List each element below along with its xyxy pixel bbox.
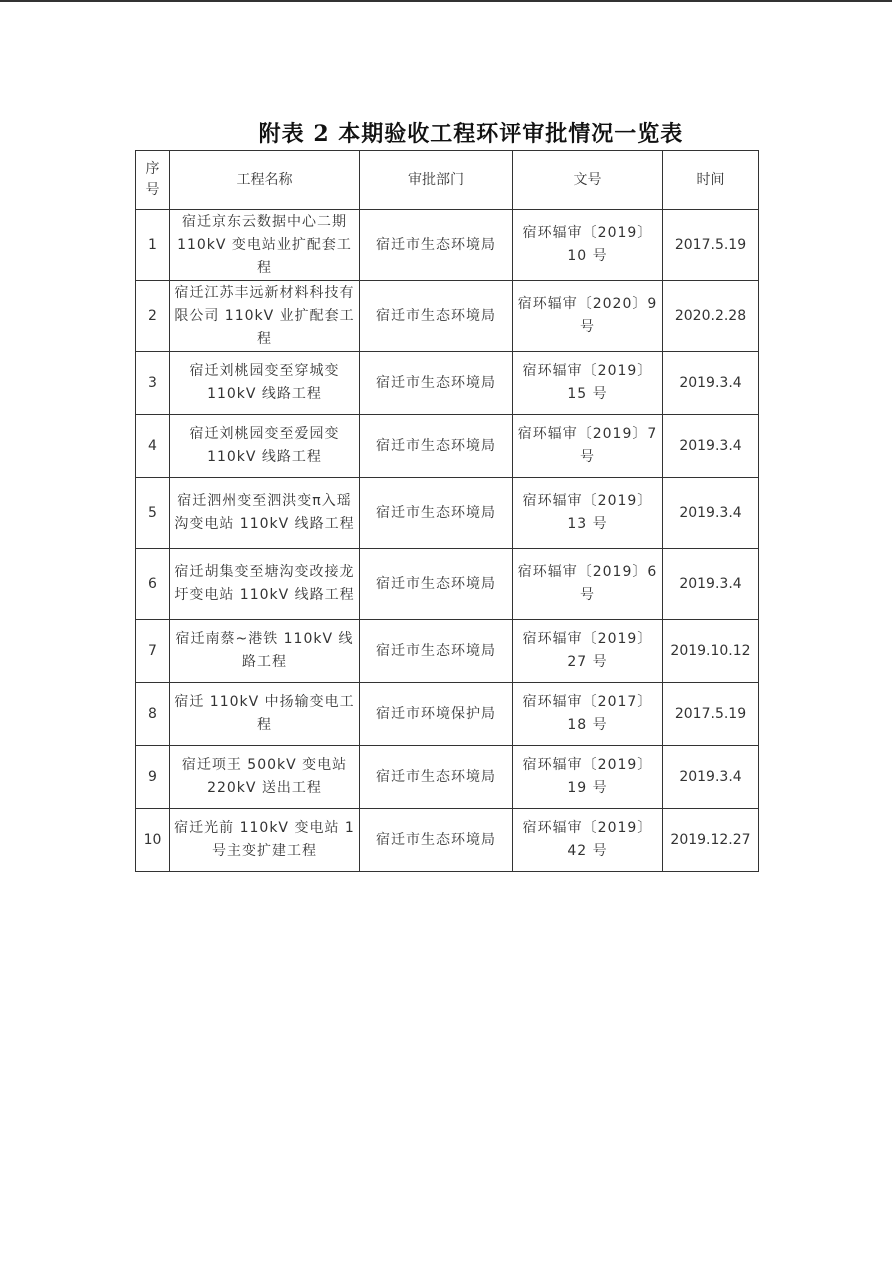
cell-seq: 3 [136, 352, 170, 415]
cell-approval-dept: 宿迁市生态环境局 [360, 620, 513, 683]
cell-approval-dept: 宿迁市生态环境局 [360, 210, 513, 281]
table-row [136, 210, 759, 281]
cell-seq: 7 [136, 620, 170, 683]
table-row [136, 746, 759, 809]
cell-seq: 8 [136, 683, 170, 746]
cell-document-number: 宿环辐审〔2019〕42 号 [513, 809, 663, 872]
cell-document-number: 宿环辐审〔2017〕18 号 [513, 683, 663, 746]
cell-project-name: 宿迁南蔡~港铁 110kV 线路工程 [170, 620, 360, 683]
cell-project-name: 宿迁江苏丰远新材料科技有限公司 110kV 业扩配套工程 [170, 281, 360, 352]
header-date: 时间 [663, 151, 759, 210]
cell-date: 2019.3.4 [663, 478, 759, 549]
table-row [136, 281, 759, 352]
cell-date: 2017.5.19 [663, 683, 759, 746]
cell-approval-dept: 宿迁市生态环境局 [360, 809, 513, 872]
cell-document-number: 宿环辐审〔2019〕13 号 [513, 478, 663, 549]
cell-seq: 5 [136, 478, 170, 549]
header-doc: 文号 [513, 151, 663, 210]
table-row [136, 620, 759, 683]
cell-document-number: 宿环辐审〔2020〕9 号 [513, 281, 663, 352]
cell-approval-dept: 宿迁市生态环境局 [360, 549, 513, 620]
cell-date: 2019.12.27 [663, 809, 759, 872]
cell-document-number: 宿环辐审〔2019〕7 号 [513, 415, 663, 478]
cell-project-name: 宿迁 110kV 中扬输变电工程 [170, 683, 360, 746]
page-title: 附表 2 本期验收工程环评审批情况一览表 [258, 121, 684, 147]
cell-approval-dept: 宿迁市生态环境局 [360, 746, 513, 809]
cell-seq: 2 [136, 281, 170, 352]
header-dept: 审批部门 [360, 151, 513, 210]
table-row [136, 478, 759, 549]
cell-date: 2019.3.4 [663, 352, 759, 415]
cell-project-name: 宿迁泗州变至泗洪变π入瑶沟变电站 110kV 线路工程 [170, 478, 360, 549]
cell-date: 2020.2.28 [663, 281, 759, 352]
cell-approval-dept: 宿迁市环境保护局 [360, 683, 513, 746]
cell-seq: 10 [136, 809, 170, 872]
cell-project-name: 宿迁光前 110kV 变电站 1 号主变扩建工程 [170, 809, 360, 872]
table-row [136, 352, 759, 415]
approval-table [135, 150, 759, 872]
cell-seq: 1 [136, 210, 170, 281]
header-name: 工程名称 [170, 151, 360, 210]
cell-document-number: 宿环辐审〔2019〕19 号 [513, 746, 663, 809]
cell-project-name: 宿迁刘桃园变至爱园变 110kV 线路工程 [170, 415, 360, 478]
cell-approval-dept: 宿迁市生态环境局 [360, 281, 513, 352]
cell-approval-dept: 宿迁市生态环境局 [360, 352, 513, 415]
cell-project-name: 宿迁刘桃园变至穿城变 110kV 线路工程 [170, 352, 360, 415]
cell-document-number: 宿环辐审〔2019〕10 号 [513, 210, 663, 281]
table-row [136, 549, 759, 620]
cell-seq: 6 [136, 549, 170, 620]
cell-document-number: 宿环辐审〔2019〕27 号 [513, 620, 663, 683]
cell-project-name: 宿迁胡集变至塘沟变改接龙圩变电站 110kV 线路工程 [170, 549, 360, 620]
cell-approval-dept: 宿迁市生态环境局 [360, 415, 513, 478]
cell-seq: 9 [136, 746, 170, 809]
cell-date: 2019.3.4 [663, 415, 759, 478]
cell-date: 2019.3.4 [663, 549, 759, 620]
header-seq: 序号 [136, 151, 170, 210]
table-row [136, 809, 759, 872]
page-top-border [0, 0, 892, 2]
table-header-row [136, 151, 759, 210]
table-row [136, 415, 759, 478]
cell-document-number: 宿环辐审〔2019〕15 号 [513, 352, 663, 415]
cell-date: 2019.3.4 [663, 746, 759, 809]
cell-approval-dept: 宿迁市生态环境局 [360, 478, 513, 549]
cell-document-number: 宿环辐审〔2019〕6 号 [513, 549, 663, 620]
cell-date: 2017.5.19 [663, 210, 759, 281]
cell-seq: 4 [136, 415, 170, 478]
cell-date: 2019.10.12 [663, 620, 759, 683]
table-row [136, 683, 759, 746]
cell-project-name: 宿迁京东云数据中心二期 110kV 变电站业扩配套工程 [170, 210, 360, 281]
cell-project-name: 宿迁项王 500kV 变电站 220kV 送出工程 [170, 746, 360, 809]
